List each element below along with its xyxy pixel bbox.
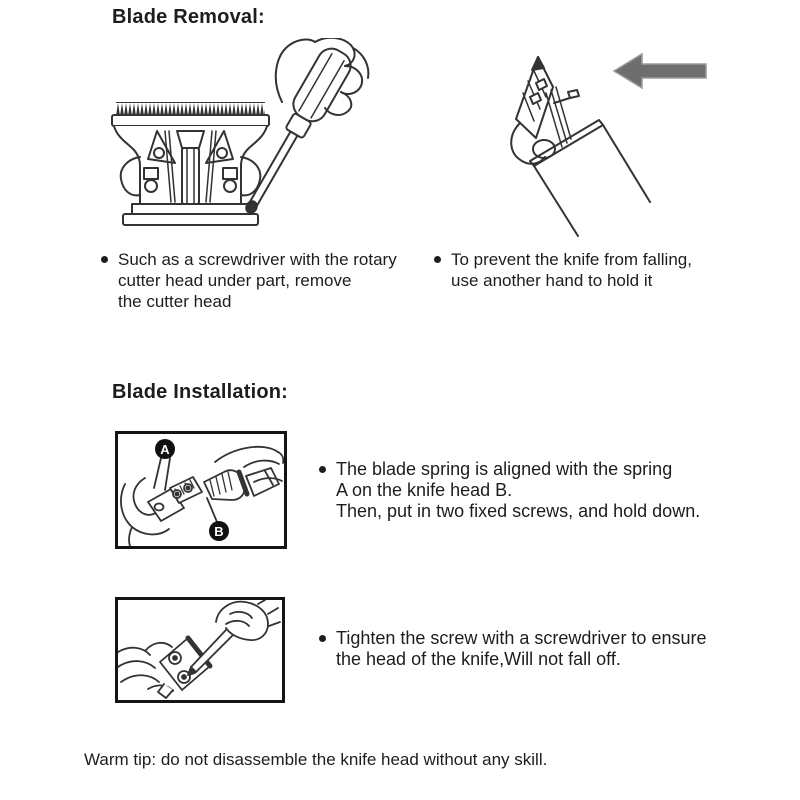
- label-a-text: A: [160, 442, 170, 457]
- removal-bullet-left: [101, 249, 436, 312]
- bullet-line: the cutter head: [118, 292, 232, 311]
- bullet-line: A on the knife head B.: [336, 480, 513, 500]
- bullet-line: the head of the knife,Will not fall off.: [336, 649, 621, 669]
- blade-installation-heading: Blade Installation:: [112, 381, 289, 403]
- bullet-dot: [434, 256, 441, 263]
- install-step2-bullet: [319, 628, 759, 670]
- blade-teeth: [116, 102, 265, 115]
- cutter-head-screwdriver-illustration: [100, 38, 380, 238]
- install-step2-frame: [115, 597, 285, 703]
- cutter-head-screwdriver-drawing: [100, 38, 380, 238]
- bullet-line: Tighten the screw with a screwdriver to ensure: [336, 628, 707, 648]
- warm-tip-text: Warm tip: do not disassemble the knife head without any skill.: [84, 750, 548, 769]
- clipper-blade-detached-drawing: [480, 35, 720, 240]
- bullet-line: Then, put in two fixed screws, and hold down.: [336, 501, 701, 521]
- tighten-screw-drawing: [118, 600, 282, 700]
- bullet-line: cutter head under part, remove: [118, 271, 352, 290]
- label-b-text: B: [214, 524, 224, 539]
- removal-bullet-right: [434, 249, 734, 291]
- bullet-dot: [319, 466, 326, 473]
- align-blade-spring-drawing: [118, 434, 284, 546]
- bullet-line: To prevent the knife from falling,: [451, 250, 692, 269]
- left-arrow-icon: [614, 54, 706, 88]
- bullet-line: Such as a screwdriver with the rotary: [118, 250, 397, 269]
- clipper-blade-detached-illustration: [480, 35, 720, 240]
- install-step1-bullet: [319, 459, 754, 522]
- install-step1-frame: [115, 431, 287, 549]
- blade-removal-heading: Blade Removal:: [112, 6, 265, 28]
- bullet-dot: [319, 635, 326, 642]
- bullet-line: use another hand to hold it: [451, 271, 653, 290]
- bullet-line: The blade spring is aligned with the spring: [336, 459, 673, 479]
- bullet-dot: [101, 256, 108, 263]
